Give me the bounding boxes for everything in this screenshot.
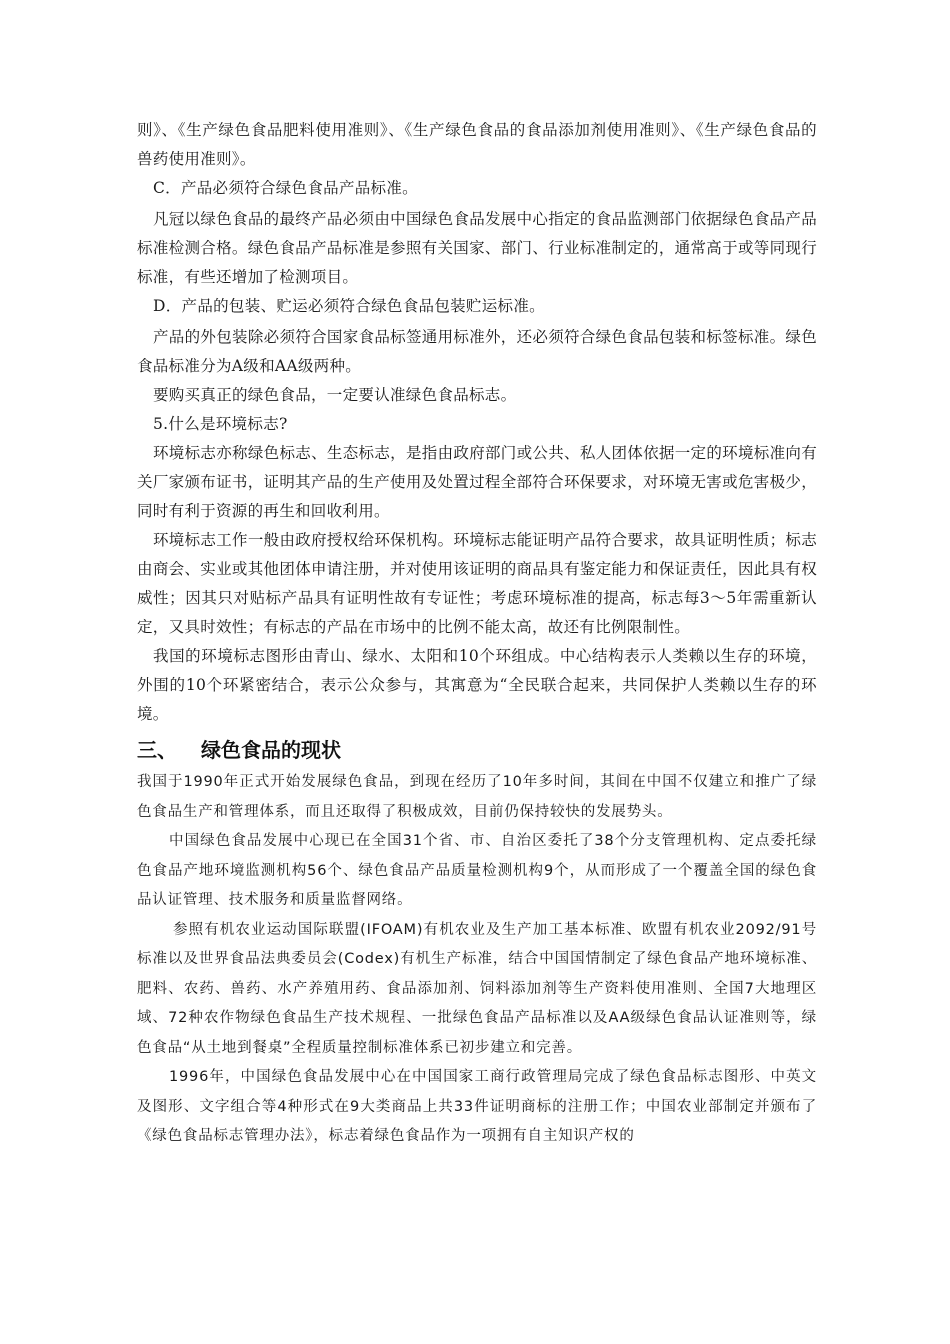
paragraph-eco-label-graphic: 我国的环境标志图形由青山、绿水、太阳和10个环组成。中心结构表示人类赖以生存的环境，外围的10个环紧密结合，表示公众参与，其寓意为“全民联合起来，共同保护人类赖以生存的环境。	[137, 647, 817, 723]
paragraph-status-standards: 参照有机农业运动国际联盟(IFOAM)有机农业及生产加工基本标准、欧盟有机农业2092/91号标准以及世界食品法典委员会(Codex)有机生产标准，结合中国国情制定了绿色食品产地环境标准、肥料、农药、兽药、水产养殖用药、食品添加剂、饲料添加剂等生产资料使用准则、全国7大地理区域、72种农作物绿色食品生产技术规程、一批绿色食品产品标准以及AA级绿色食品认证准则等，绿色食品“从土地到餐桌”全程质量控制标准体系已初步建立和完善。	[137, 921, 817, 1056]
document-body	[137, 116, 817, 1152]
section-title: 绿色食品的现状	[201, 738, 341, 762]
paragraph-eco-label-work: 环境标志工作一般由政府授权给环保机构。环境标志能证明产品符合要求，故具证明性质；标志由商会、实业或其他团体申请注册，并对使用该证明的商品具有鉴定能力和保证责任，因此具有权威性；因其只对贴标产品具有证明性故有专证性；考虑环境标准的提高，标志每3～5年需重新认定，又具时效性；有标志的产品在市场中的比例不能太高，故还有比例限制性。	[137, 531, 817, 636]
paragraph-product-standard: 凡冠以绿色食品的最终产品必须由中国绿色食品发展中心指定的食品监测部门依据绿色食品产品标准检测合格。绿色食品产品标准是参照有关国家、部门、行业标准制定的，通常高于或等同现行标准，有些还增加了检测项目。	[137, 210, 817, 286]
paragraph-eco-label-definition: 环境标志亦称绿色标志、生态标志，是指由政府部门或公共、私人团体依据一定的环境标准向有关厂家颁布证书，证明其产品的生产使用及处置过程全部符合环保要求，对环境无害或危害极少，同时有利于资源的再生和回收利用。	[137, 444, 817, 520]
paragraph-status-network: 中国绿色食品发展中心现已在全国31个省、市、自治区委托了38个分支管理机构、定点委托绿色食品产地环境监测机构56个、绿色食品产品质量检测机构9个，从而形成了一个覆盖全国的绿色食品认证管理、技术服务和质量监督网络。	[137, 833, 817, 908]
paragraph-item-c: C．产品必须符合绿色食品产品标准。	[153, 179, 418, 197]
section-number: 三、	[137, 738, 177, 762]
paragraph-standards-continued: 则》、《生产绿色食品肥料使用准则》、《生产绿色食品的食品添加剂使用准则》、《生产绿色食品的兽药使用准则》。	[137, 121, 817, 168]
paragraph-item-d: D．产品的包装、贮运必须符合绿色食品包装贮运标准。	[153, 297, 545, 315]
section-heading	[137, 735, 817, 765]
paragraph-buy-advice: 要购买真正的绿色食品，一定要认准绿色食品标志。	[153, 386, 517, 404]
paragraph-status-trademark: 1996年，中国绿色食品发展中心在中国国家工商行政管理局完成了绿色食品标志图形、中英文及图形、文字组合等4种形式在9大类商品上共33件证明商标的注册工作；中国农业部制定并颁布了《绿色食品标志管理办法》，标志着绿色食品作为一项拥有自主知识产权的	[137, 1069, 817, 1144]
paragraph-question-5: 5.什么是环境标志?	[153, 415, 288, 433]
paragraph-packaging: 产品的外包装除必须符合国家食品标签通用标准外，还必须符合绿色食品包装和标签标准。绿色食品标准分为A级和AA级两种。	[137, 328, 817, 375]
paragraph-status-overview: 我国于1990年正式开始发展绿色食品，到现在经历了10年多时间，其间在中国不仅建立和推广了绿色食品生产和管理体系，而且还取得了积极成效，目前仍保持较快的发展势头。	[137, 774, 817, 820]
